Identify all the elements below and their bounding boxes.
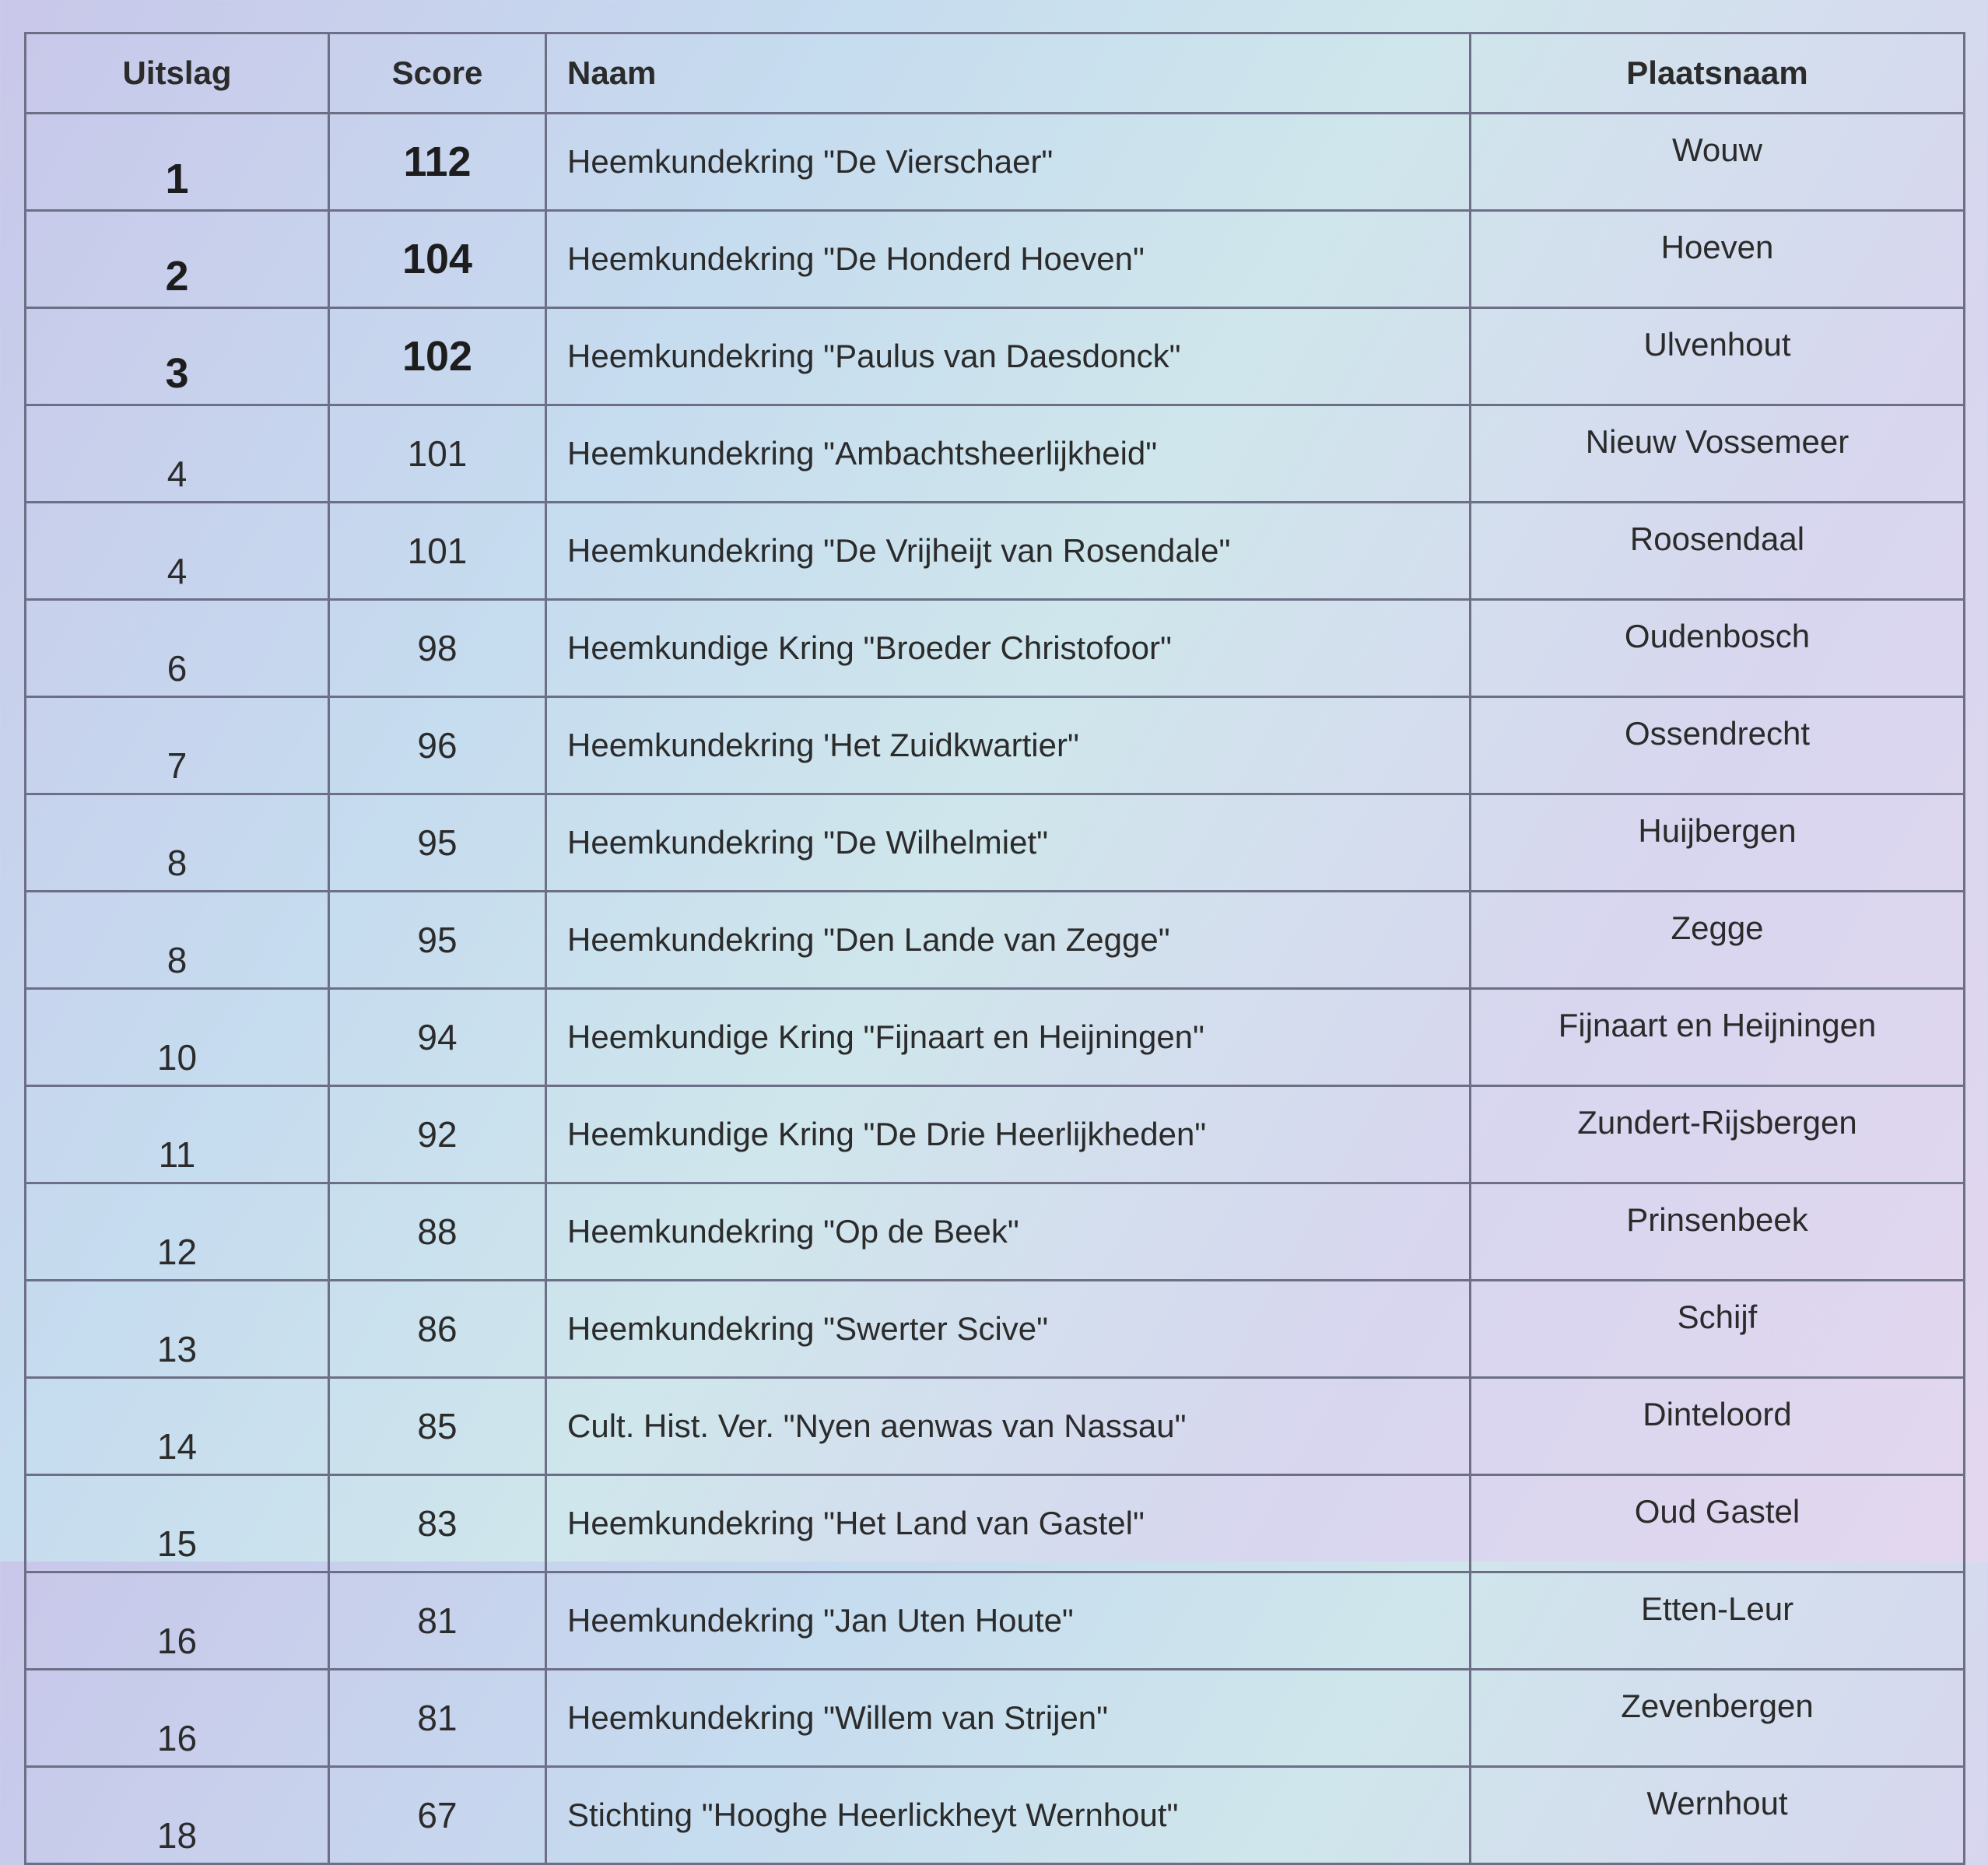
name-cell: Heemkundekring "Jan Uten Houte" — [546, 1572, 1471, 1670]
table-row — [26, 600, 1965, 697]
score-cell: 101 — [329, 405, 546, 503]
name-cell: Heemkundekring "De Vierschaer" — [546, 114, 1471, 211]
name-cell: Heemkundekring "Den Lande van Zegge" — [546, 892, 1471, 989]
name-cell: Heemkundige Kring "De Drie Heerlijkheden" — [546, 1086, 1471, 1183]
rank-cell: 16 — [26, 1670, 329, 1767]
score-cell: 81 — [329, 1670, 546, 1767]
rank-cell: 16 — [26, 1572, 329, 1670]
rank-cell: 13 — [26, 1281, 329, 1378]
name-cell: Stichting "Hooghe Heerlickheyt Wernhout" — [546, 1767, 1471, 1864]
rank-cell: 10 — [26, 989, 329, 1086]
table-row — [26, 503, 1965, 600]
table-row — [26, 1767, 1965, 1864]
score-cell: 67 — [329, 1767, 546, 1864]
table-row — [26, 1378, 1965, 1475]
rank-cell: 3 — [26, 308, 329, 405]
name-cell: Heemkundekring "Willem van Strijen" — [546, 1670, 1471, 1767]
place-cell: Wernhout — [1471, 1767, 1965, 1864]
score-cell: 95 — [329, 892, 546, 989]
place-cell: Zegge — [1471, 892, 1965, 989]
place-cell: Schijf — [1471, 1281, 1965, 1378]
score-cell: 95 — [329, 794, 546, 892]
column-header-rank: Uitslag — [26, 33, 329, 114]
name-cell: Heemkundekring "De Honderd Hoeven" — [546, 211, 1471, 308]
results-sheet — [24, 32, 1963, 1856]
score-cell: 85 — [329, 1378, 546, 1475]
name-cell: Heemkundekring "Het Land van Gastel" — [546, 1475, 1471, 1572]
table-row — [26, 308, 1965, 405]
rank-cell: 8 — [26, 794, 329, 892]
rank-cell: 1 — [26, 114, 329, 211]
table-row — [26, 892, 1965, 989]
place-cell: Zevenbergen — [1471, 1670, 1965, 1767]
table-row — [26, 1183, 1965, 1281]
table-row — [26, 1281, 1965, 1378]
column-header-name: Naam — [546, 33, 1471, 114]
rank-cell: 4 — [26, 405, 329, 503]
name-cell: Heemkundige Kring "Broeder Christofoor" — [546, 600, 1471, 697]
rank-cell: 2 — [26, 211, 329, 308]
table-row — [26, 211, 1965, 308]
place-cell: Hoeven — [1471, 211, 1965, 308]
score-cell: 98 — [329, 600, 546, 697]
rank-cell: 15 — [26, 1475, 329, 1572]
table-row — [26, 794, 1965, 892]
score-cell: 81 — [329, 1572, 546, 1670]
table-row — [26, 1670, 1965, 1767]
place-cell: Oud Gastel — [1471, 1475, 1965, 1572]
name-cell: Cult. Hist. Ver. "Nyen aenwas van Nassau" — [546, 1378, 1471, 1475]
rank-cell: 8 — [26, 892, 329, 989]
name-cell: Heemkundekring "De Vrijheijt van Rosendale" — [546, 503, 1471, 600]
score-cell: 83 — [329, 1475, 546, 1572]
table-row — [26, 1572, 1965, 1670]
score-cell: 92 — [329, 1086, 546, 1183]
place-cell: Fijnaart en Heijningen — [1471, 989, 1965, 1086]
score-cell: 102 — [329, 308, 546, 405]
rank-cell: 4 — [26, 503, 329, 600]
score-cell: 112 — [329, 114, 546, 211]
rank-cell: 12 — [26, 1183, 329, 1281]
name-cell: Heemkundige Kring "Fijnaart en Heijningen" — [546, 989, 1471, 1086]
score-cell: 88 — [329, 1183, 546, 1281]
score-cell: 104 — [329, 211, 546, 308]
table-header — [26, 33, 1965, 114]
column-header-score: Score — [329, 33, 546, 114]
place-cell: Nieuw Vossemeer — [1471, 405, 1965, 503]
table-body — [26, 114, 1965, 1864]
table-row — [26, 989, 1965, 1086]
score-cell: 86 — [329, 1281, 546, 1378]
name-cell: Heemkundekring 'Het Zuidkwartier" — [546, 697, 1471, 794]
name-cell: Heemkundekring "Paulus van Daesdonck" — [546, 308, 1471, 405]
name-cell: Heemkundekring "De Wilhelmiet" — [546, 794, 1471, 892]
place-cell: Ossendrecht — [1471, 697, 1965, 794]
table-row — [26, 1475, 1965, 1572]
place-cell: Prinsenbeek — [1471, 1183, 1965, 1281]
rank-cell: 18 — [26, 1767, 329, 1864]
table-row — [26, 405, 1965, 503]
place-cell: Huijbergen — [1471, 794, 1965, 892]
rank-cell: 14 — [26, 1378, 329, 1475]
place-cell: Zundert-Rijsbergen — [1471, 1086, 1965, 1183]
place-cell: Roosendaal — [1471, 503, 1965, 600]
results-table — [24, 32, 1965, 1865]
name-cell: Heemkundekring "Ambachtsheerlijkheid" — [546, 405, 1471, 503]
name-cell: Heemkundekring "Op de Beek" — [546, 1183, 1471, 1281]
place-cell: Oudenbosch — [1471, 600, 1965, 697]
table-row — [26, 1086, 1965, 1183]
rank-cell: 11 — [26, 1086, 329, 1183]
name-cell: Heemkundekring "Swerter Scive" — [546, 1281, 1471, 1378]
rank-cell: 6 — [26, 600, 329, 697]
score-cell: 101 — [329, 503, 546, 600]
place-cell: Etten-Leur — [1471, 1572, 1965, 1670]
score-cell: 94 — [329, 989, 546, 1086]
score-cell: 96 — [329, 697, 546, 794]
table-row — [26, 697, 1965, 794]
place-cell: Dinteloord — [1471, 1378, 1965, 1475]
place-cell: Wouw — [1471, 114, 1965, 211]
place-cell: Ulvenhout — [1471, 308, 1965, 405]
rank-cell: 7 — [26, 697, 329, 794]
column-header-place: Plaatsnaam — [1471, 33, 1965, 114]
table-row — [26, 114, 1965, 211]
header-row — [26, 33, 1965, 114]
